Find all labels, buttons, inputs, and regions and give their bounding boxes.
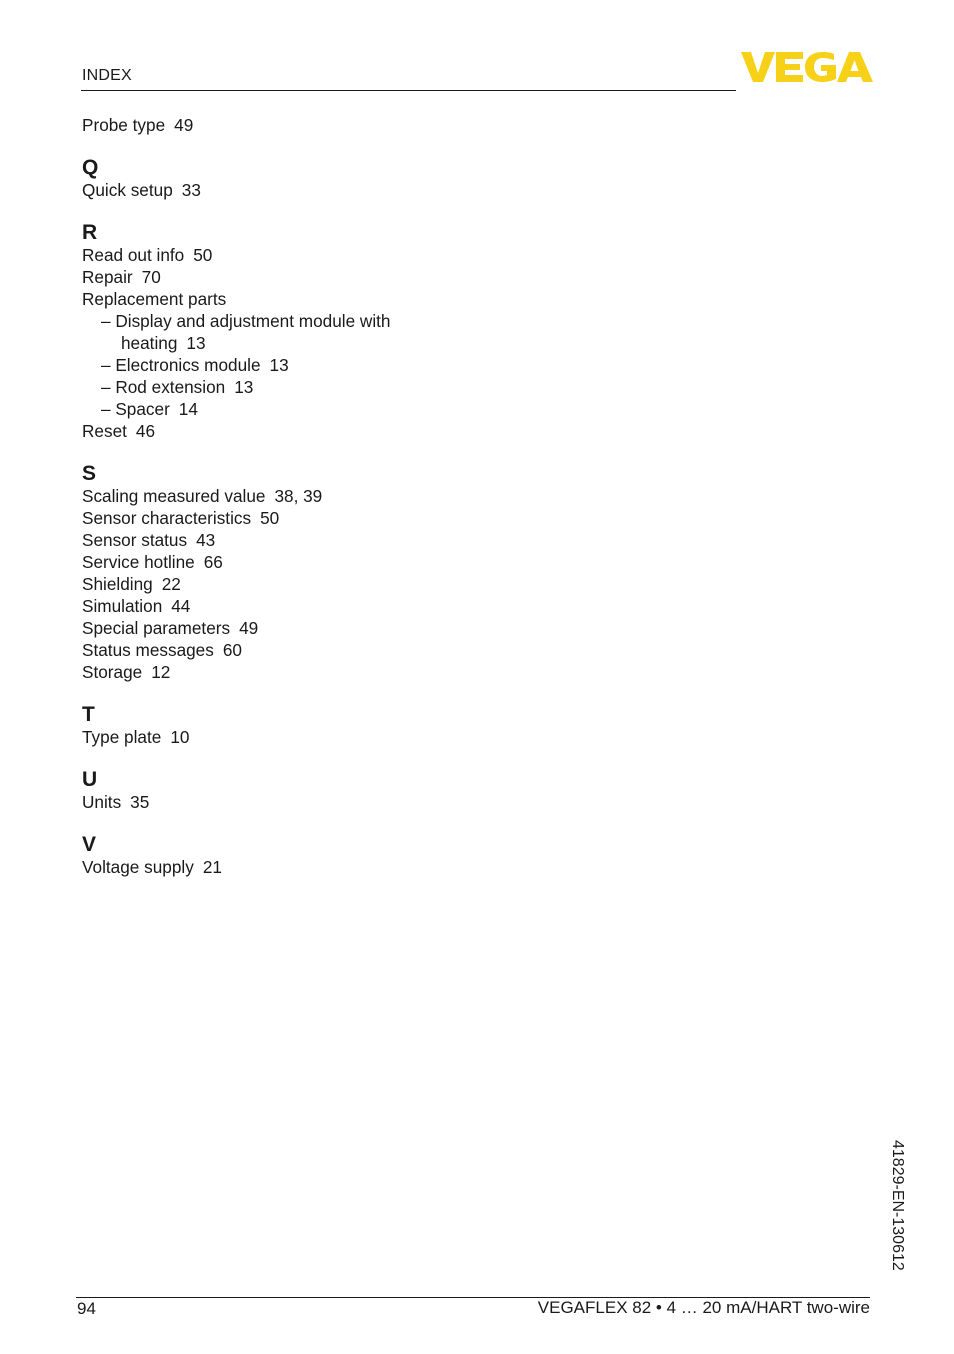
entry-label: Storage — [82, 662, 143, 682]
entry-label: Read out info — [82, 245, 185, 265]
index-letter-t: T — [82, 703, 95, 726]
entry-page: 38, 39 — [274, 486, 323, 506]
entry-page: 50 — [193, 245, 213, 265]
index-entry — [82, 114, 502, 136]
index-entry — [82, 726, 502, 748]
entry-page: 49 — [174, 115, 194, 135]
entry-label: Probe type — [82, 115, 166, 135]
entry-page: 12 — [151, 662, 171, 682]
entry-page: 50 — [260, 508, 280, 528]
entry-label: Repair — [82, 267, 133, 287]
page-number: 94 — [77, 1299, 96, 1318]
entry-page: 60 — [222, 640, 242, 660]
entry-page: 44 — [171, 596, 191, 616]
index-entry — [82, 420, 502, 442]
entry-label: Service hotline — [82, 552, 195, 572]
index-entry — [82, 856, 502, 878]
index-letter-v: V — [82, 833, 97, 856]
entry-label: Replacement parts — [82, 289, 227, 309]
entry-label: Units — [82, 792, 122, 812]
index-letter-q: Q — [82, 156, 99, 179]
entry-label: – Spacer — [101, 399, 170, 419]
index-entry — [82, 791, 502, 813]
index-entry — [82, 529, 502, 551]
index-subentry — [82, 354, 502, 376]
index-subentry — [82, 398, 502, 420]
entry-label: – Display and adjustment module with — [101, 311, 391, 331]
index-entry — [82, 485, 502, 507]
entry-page: 66 — [203, 552, 223, 572]
index-subentry — [82, 376, 502, 398]
index-entry — [82, 595, 502, 617]
vega-logo-graphic — [741, 51, 873, 83]
entry-page: 22 — [161, 574, 181, 594]
index-entry — [82, 266, 502, 288]
index-entry — [82, 179, 502, 201]
entry-label: Simulation — [82, 596, 163, 616]
entry-page: 13 — [234, 377, 254, 397]
index-entry — [82, 661, 502, 683]
entry-page: 33 — [181, 180, 201, 200]
entry-label: Special parameters — [82, 618, 231, 638]
entry-page: 14 — [178, 399, 198, 419]
index-letter-s: S — [82, 462, 97, 485]
entry-label: Type plate — [82, 727, 162, 747]
entry-label: Scaling measured value — [82, 486, 266, 506]
entry-page: 13 — [269, 355, 289, 375]
entry-label: Quick setup — [82, 180, 173, 200]
index-entry — [82, 639, 502, 661]
entry-label: Sensor characteristics — [82, 508, 252, 528]
page-header-title: INDEX — [82, 67, 132, 84]
index-list — [82, 114, 502, 878]
entry-label: Voltage supply — [82, 857, 194, 877]
entry-label: – Electronics module — [101, 355, 261, 375]
index-entry — [82, 573, 502, 595]
index-letter-u: U — [82, 768, 98, 791]
entry-label: heating — [121, 333, 178, 353]
index-entry — [82, 551, 502, 573]
index-entry — [82, 507, 502, 529]
index-subentry — [82, 310, 502, 332]
header-divider — [81, 90, 736, 91]
entry-page: 70 — [141, 267, 161, 287]
entry-label: Status messages — [82, 640, 214, 660]
index-subentry-continuation — [82, 332, 502, 354]
entry-page: 43 — [196, 530, 216, 550]
document-title: VEGAFLEX 82 • 4 … 20 mA/HART two-wire — [537, 1298, 870, 1317]
entry-label: Reset — [82, 421, 127, 441]
vega-logo — [741, 51, 873, 83]
entry-label: Shielding — [82, 574, 153, 594]
entry-page: 35 — [130, 792, 150, 812]
index-entry — [82, 244, 502, 266]
entry-page: 10 — [170, 727, 190, 747]
entry-page: 21 — [202, 857, 222, 877]
entry-label: – Rod extension — [101, 377, 226, 397]
entry-label: Sensor status — [82, 530, 188, 550]
document-code: 41829-EN-130612 — [889, 1140, 906, 1271]
entry-page: 46 — [135, 421, 156, 441]
entry-page: 49 — [239, 618, 259, 638]
index-entry — [82, 288, 502, 310]
entry-page: 13 — [186, 333, 206, 353]
index-letter-r: R — [82, 221, 98, 244]
index-entry — [82, 617, 502, 639]
